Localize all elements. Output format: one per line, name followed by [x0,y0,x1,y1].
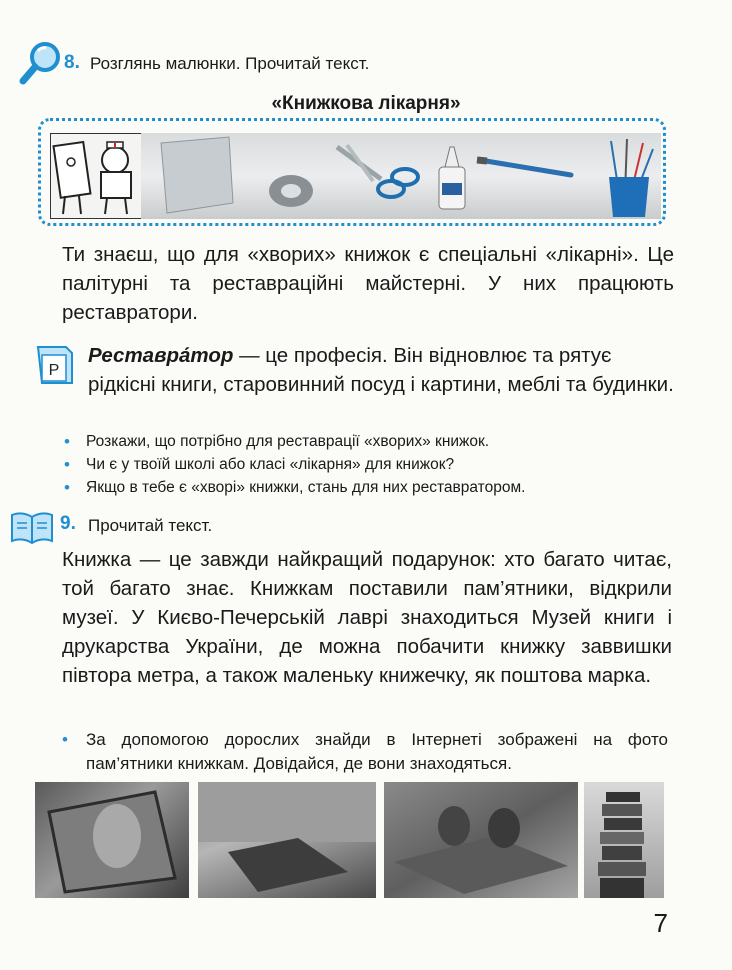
definition-text: — це професія. Він відновлює та рятує рідкісні книги, старовинний посуд і картини, меблі та будинки. [88,344,674,396]
tape-roll-icon [269,175,313,207]
task8-number: 8. [64,52,80,73]
brushes-in-cup-icon [609,139,653,217]
photo-street-book-monument [198,782,376,898]
bullet-dot-icon: • [64,478,70,497]
bullet-dot-icon: • [62,730,68,749]
brush-icon [477,160,571,175]
list-item: • Чи є у твоїй школі або класі «лікарня» для книжок? [64,455,455,474]
discussion-bullets [62,432,672,501]
dictionary-book-icon [32,341,78,387]
glue-bottle-icon [439,147,465,209]
page-number: 7 [653,908,668,938]
bullet-dot-icon: • [64,455,70,474]
cartoon-book-doctor-image [50,133,145,219]
task8-instruction: Розглянь малюнки. Прочитай текст. [90,54,370,73]
bullet-dot-icon: • [64,432,70,451]
section-title: «Книжкова лікарня» [271,93,461,114]
internet-task-bullet: • За допомогою дорослих знайди в Інтернеті зображені на фото пам’ятники книжкам. Довідайся, де вони знаходяться. [62,730,668,773]
list-item: • Розкажи, що потрібно для реставрації «хворих» книжок. [64,432,490,451]
task8-header [18,38,618,88]
definition-badge: Р [48,362,60,379]
photo-reading-figures-monument [384,782,578,898]
tools-photo [141,133,661,219]
photo-book-face-monument [35,782,189,898]
photo-book-tower-monument [584,782,664,898]
list-item: • Якщо в тебе є «хворі» книжки, стань для них реставратором. [64,478,526,497]
paper-sheet-icon [161,137,233,213]
paragraph-restoration-intro: Ти знаєш, що для «хворих» книжок є спеціальні «лікарні». Це палітурні та реставраційні майстерні. У них працюють реставратори. [62,243,674,324]
open-book-icon [8,509,56,545]
task9-instruction: Прочитай текст. [88,516,213,535]
magnifier-icon [18,38,66,88]
tools-image-strip [38,118,666,226]
definition-term: Реставра́тор [88,344,234,367]
task9-number: 9. [60,513,76,534]
paragraph-book-monuments: Книжка — це завжди найкращий подарунок: хто багато читає, той багато знає. Книжкам поставили пам’ятники, відкрили музеї. У Києво-Печерській лаврі знаходиться Музей книги і друкарства України, де можна побачити книжку заввишки півтора метра, а також маленьку книжечку, як поштова марка. [62,548,672,687]
scissors-icon [337,145,418,197]
definition-block [88,341,676,399]
